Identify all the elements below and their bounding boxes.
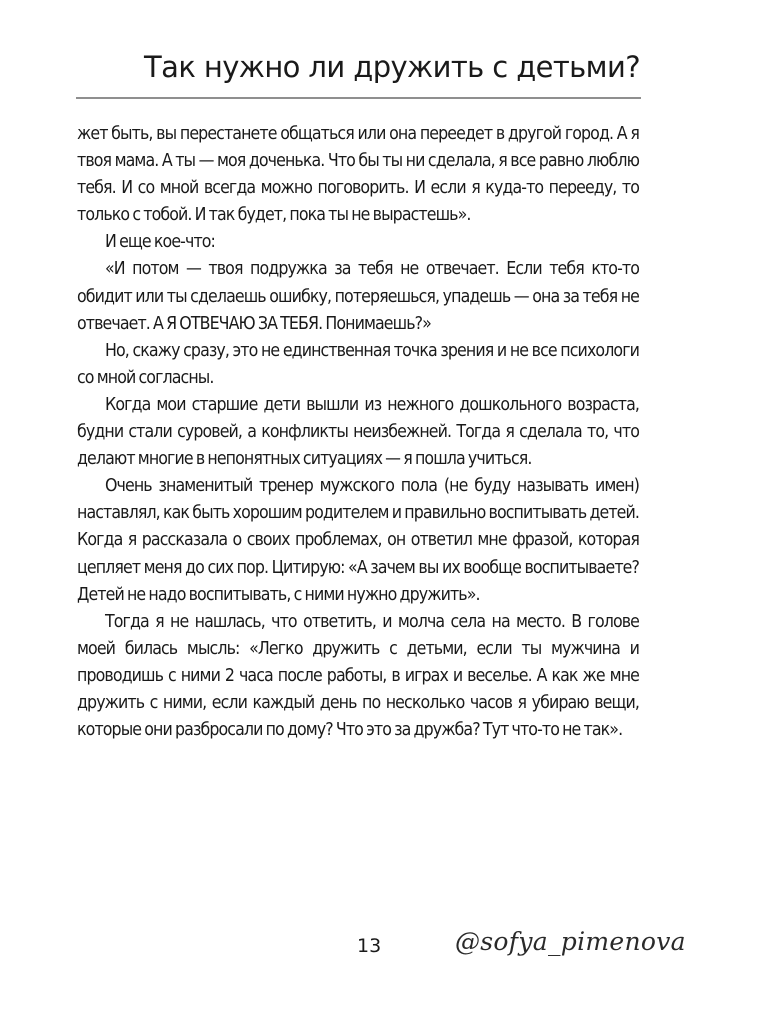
header-divider <box>76 97 641 99</box>
paragraph: Но, скажу сразу, это не единственная точка зрения и не все психологи со мной согласны. <box>77 340 639 388</box>
paragraph: Очень знаменитый тренер мужского пола (не буду называть имен) наставлял, как быть хорошим родителем и правильно воспитывать детей. Когда я рассказала о своих проблемах, он ответил мне фразой, которая цепляет меня до сих пор. Цитирую: «А зачем вы их вообще воспитываете? Детей не надо воспитывать, с ними нужно дружить». <box>77 476 639 605</box>
page-number: 13 <box>357 935 382 957</box>
author-handle: @sofya_pimenova <box>455 927 686 956</box>
paragraph-quote: «И потом — твоя подружка за тебя не отвечает. Если тебя кто-то обидит или ты сделаешь ошибку, потеряешься, упадешь — она за тебя не отвечает. А Я ОТВЕЧАЮ ЗА ТЕБЯ. Понимаешь?» <box>77 259 639 334</box>
paragraph: И еще кое-что: <box>105 232 215 253</box>
paragraph: Тогда я не нашлась, что ответить, и молча села на место. В голове моей билась мысль: «Легко дружить с детьми, если ты мужчина и проводишь с ними 2 часа после работы, в играх и веселье. А как же мне дружить с ними, если каждый день по несколько часов я убираю вещи, которые они разбросали по дому? Что это за дружба? Тут что-то не так». <box>77 611 639 741</box>
page-body <box>77 121 639 744</box>
paragraph: Когда мои старшие дети вышли из нежного дошкольного возраста, будни стали суровей, а конфликты неизбежней. Тогда я сделала то, что делают многие в непонятных ситуациях — я пошла учиться. <box>77 394 639 470</box>
paragraph-continued: жет быть, вы перестанете общаться или она переедет в другой город. А я твоя мама. А ты — моя доченька. Что бы ты ни сделала, я все равно люблю тебя. И со мной всегда можно поговорить. И если я куда-то перееду, то только с тобой. И так будет, пока ты не вырастешь». <box>77 124 639 226</box>
chapter-title: Так нужно ли дружить с детьми? <box>144 50 640 84</box>
